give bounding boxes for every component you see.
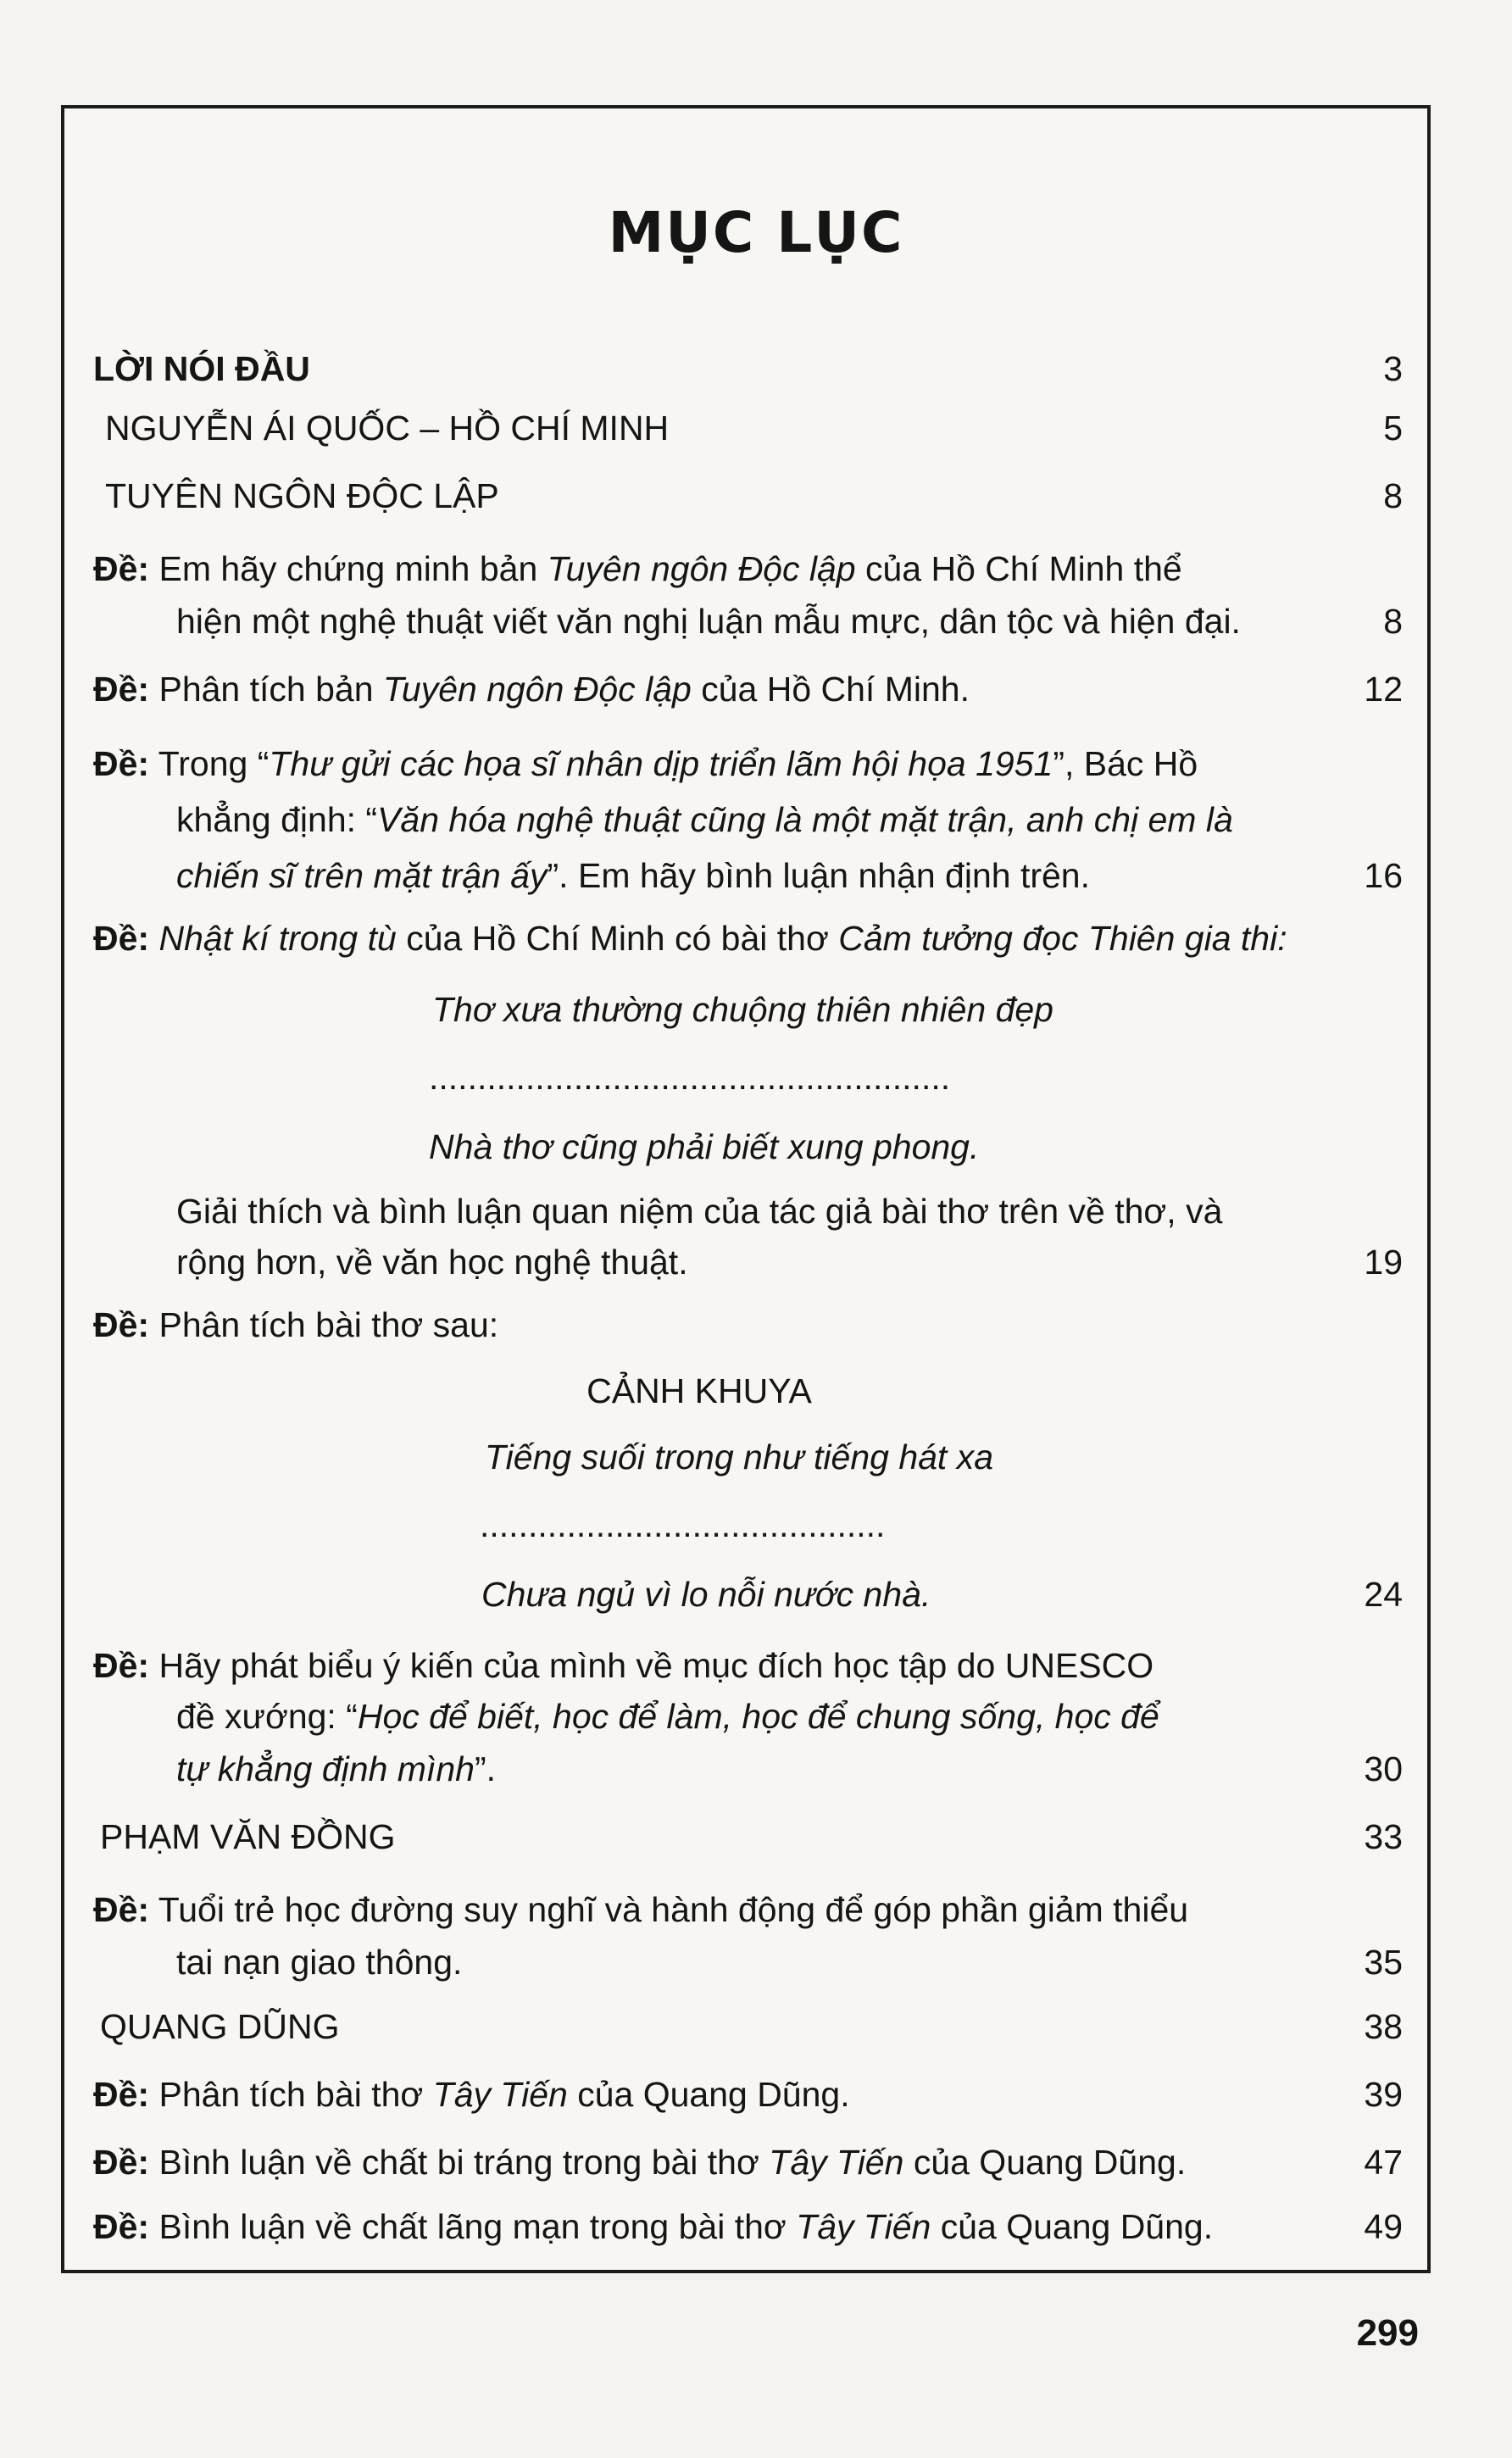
question-text: Phân tích bản	[158, 670, 383, 709]
quote-text: Văn hóa nghệ thuật cũng là một mặt trận, anh chị em là	[377, 800, 1233, 839]
verse-dots	[93, 1495, 1403, 1554]
entry-label: NGUYỄN ÁI QUỐC – HỒ CHÍ MINH	[105, 409, 670, 448]
verse-text: Tiếng suối trong như tiếng hát xa	[485, 1438, 994, 1476]
entry-page: 33	[1364, 1817, 1403, 1856]
entry-page: 8	[1383, 602, 1403, 641]
page-title: MỤC LỤC	[608, 200, 904, 265]
work-title: Nhật kí trong tù	[158, 919, 397, 958]
question-entry	[93, 1295, 1403, 1354]
entry-page: 12	[1364, 670, 1403, 709]
verse-dots	[93, 1048, 1403, 1107]
question-text: của Quang Dũng.	[567, 2075, 850, 2114]
verse-text: Thơ xưa thường chuộng thiên nhiên đẹp	[432, 990, 1053, 1029]
verse-text: Nhà thơ cũng phải biết xung phong.	[429, 1127, 980, 1166]
de-label: Đề:	[93, 1890, 150, 1929]
question-text: rộng hơn, về văn học nghệ thuật.	[176, 1243, 688, 1282]
de-label: Đề:	[93, 1305, 150, 1344]
entry-label: TUYÊN NGÔN ĐỘC LẬP	[105, 476, 499, 515]
question-text: Phân tích bài thơ	[158, 2075, 433, 2114]
ellipsis-line: ..........................................	[480, 1505, 886, 1544]
page-number: 299	[1356, 2312, 1419, 2354]
poem-title	[93, 1361, 1403, 1421]
toc-entry	[93, 1997, 1403, 2056]
question-text: của Quang Dũng.	[903, 2143, 1187, 2182]
de-label: Đề:	[93, 1646, 150, 1685]
question-entry-cont	[93, 1739, 1403, 1799]
quote-text: tự khẳng định mình	[176, 1749, 475, 1788]
de-label: Đề:	[93, 670, 150, 709]
entry-page: 49	[1364, 2207, 1403, 2246]
question-text: ”, Bác Hồ	[1053, 744, 1198, 783]
work-title: Cảm tưởng đọc Thiên gia thi:	[838, 919, 1287, 958]
de-label: Đề:	[93, 2143, 150, 2182]
verse-text: Chưa ngủ vì lo nỗi nước nhà.	[481, 1575, 931, 1614]
entry-page: 3	[1383, 349, 1403, 388]
question-entry-cont	[93, 1932, 1403, 1992]
question-entry	[93, 2065, 1403, 2124]
de-label: Đề:	[93, 2075, 150, 2114]
entry-page: 39	[1364, 2075, 1403, 2114]
quote-text: Học để biết, học để làm, học để chung sống, học để	[357, 1697, 1159, 1736]
entry-page: 30	[1364, 1749, 1403, 1788]
de-label: Đề:	[93, 744, 150, 783]
question-text: Tuổi trẻ học đường suy nghĩ và hành động để góp phần giảm thiểu	[158, 1890, 1189, 1929]
work-title: Tuyên ngôn Độc lập	[547, 549, 856, 588]
verse-line	[93, 1427, 1403, 1487]
entry-page: 16	[1364, 856, 1403, 895]
question-entry	[93, 734, 1403, 793]
de-label: Đề:	[93, 2207, 150, 2246]
verse-line	[93, 1117, 1403, 1176]
question-entry	[93, 909, 1403, 968]
question-text: Hãy phát biểu ý kiến của mình về mục đích học tập do UNESCO	[158, 1646, 1154, 1685]
question-text: hiện một nghệ thuật viết văn nghị luận mẫu mực, dân tộc và hiện đại.	[176, 602, 1241, 641]
question-entry	[93, 2133, 1403, 2192]
question-entry	[93, 1880, 1403, 1939]
entry-label: PHẠM VĂN ĐỒNG	[100, 1817, 396, 1856]
entry-page: 5	[1383, 409, 1403, 448]
work-title: Thư gửi các họa sĩ nhân dịp triển lãm hội họa 1951	[269, 744, 1053, 783]
question-text: Em hãy chứng minh bản	[158, 549, 548, 588]
question-entry-cont	[93, 846, 1403, 905]
question-entry-cont	[93, 790, 1403, 849]
toc-entry	[93, 339, 1403, 398]
question-text: Bình luận về chất lãng mạn trong bài thơ	[158, 2207, 797, 2246]
ellipsis-line: ......................................................	[429, 1058, 951, 1097]
question-text: ”. Em hãy bình luận nhận định trên.	[547, 856, 1090, 895]
entry-page: 24	[1364, 1575, 1403, 1614]
question-text: của Quang Dũng.	[931, 2207, 1214, 2246]
question-entry-cont	[93, 1687, 1403, 1746]
question-text: của Hồ Chí Minh thể	[855, 549, 1182, 588]
toc-entry	[93, 1807, 1403, 1866]
poem-title-text: CẢNH KHUYA	[586, 1371, 812, 1410]
work-title: Tây Tiến	[769, 2143, 904, 2182]
question-text: Giải thích và bình luận quan niệm của tác giả bài thơ trên về thơ, và	[176, 1192, 1223, 1231]
question-text: Trong “	[158, 744, 270, 783]
question-text: của Hồ Chí Minh có bài thơ	[396, 919, 839, 958]
question-entry-cont	[93, 1232, 1403, 1292]
question-entry	[93, 2197, 1403, 2256]
entry-label: QUANG DŨNG	[100, 2007, 340, 2046]
de-label: Đề:	[93, 919, 150, 958]
question-text: Phân tích bài thơ sau:	[158, 1305, 499, 1344]
question-text: Bình luận về chất bi tráng trong bài thơ	[158, 2143, 770, 2182]
toc-entry	[93, 466, 1403, 526]
toc-entry	[93, 398, 1403, 458]
entry-label: LỜI NÓI ĐẦU	[93, 349, 310, 388]
quote-text: chiến sĩ trên mặt trận ấy	[176, 856, 548, 895]
question-text: ”.	[474, 1749, 496, 1788]
verse-line	[93, 980, 1403, 1039]
question-text: của Hồ Chí Minh.	[691, 670, 970, 709]
question-entry-cont	[93, 592, 1403, 651]
entry-page: 47	[1364, 2143, 1403, 2182]
question-text: tai nạn giao thông.	[176, 1943, 463, 1982]
question-text: khẳng định: “	[176, 800, 378, 839]
question-entry	[93, 539, 1403, 598]
work-title: Tây Tiến	[432, 2075, 568, 2114]
question-entry	[93, 659, 1403, 719]
entry-page: 38	[1364, 2007, 1403, 2046]
de-label: Đề:	[93, 549, 150, 588]
work-title: Tuyên ngôn Độc lập	[382, 670, 692, 709]
entry-page: 8	[1383, 476, 1403, 515]
entry-page: 35	[1364, 1943, 1403, 1982]
entry-page: 19	[1364, 1243, 1403, 1282]
question-text: đề xướng: “	[176, 1697, 358, 1736]
work-title: Tây Tiến	[796, 2207, 931, 2246]
verse-line	[93, 1565, 1403, 1624]
